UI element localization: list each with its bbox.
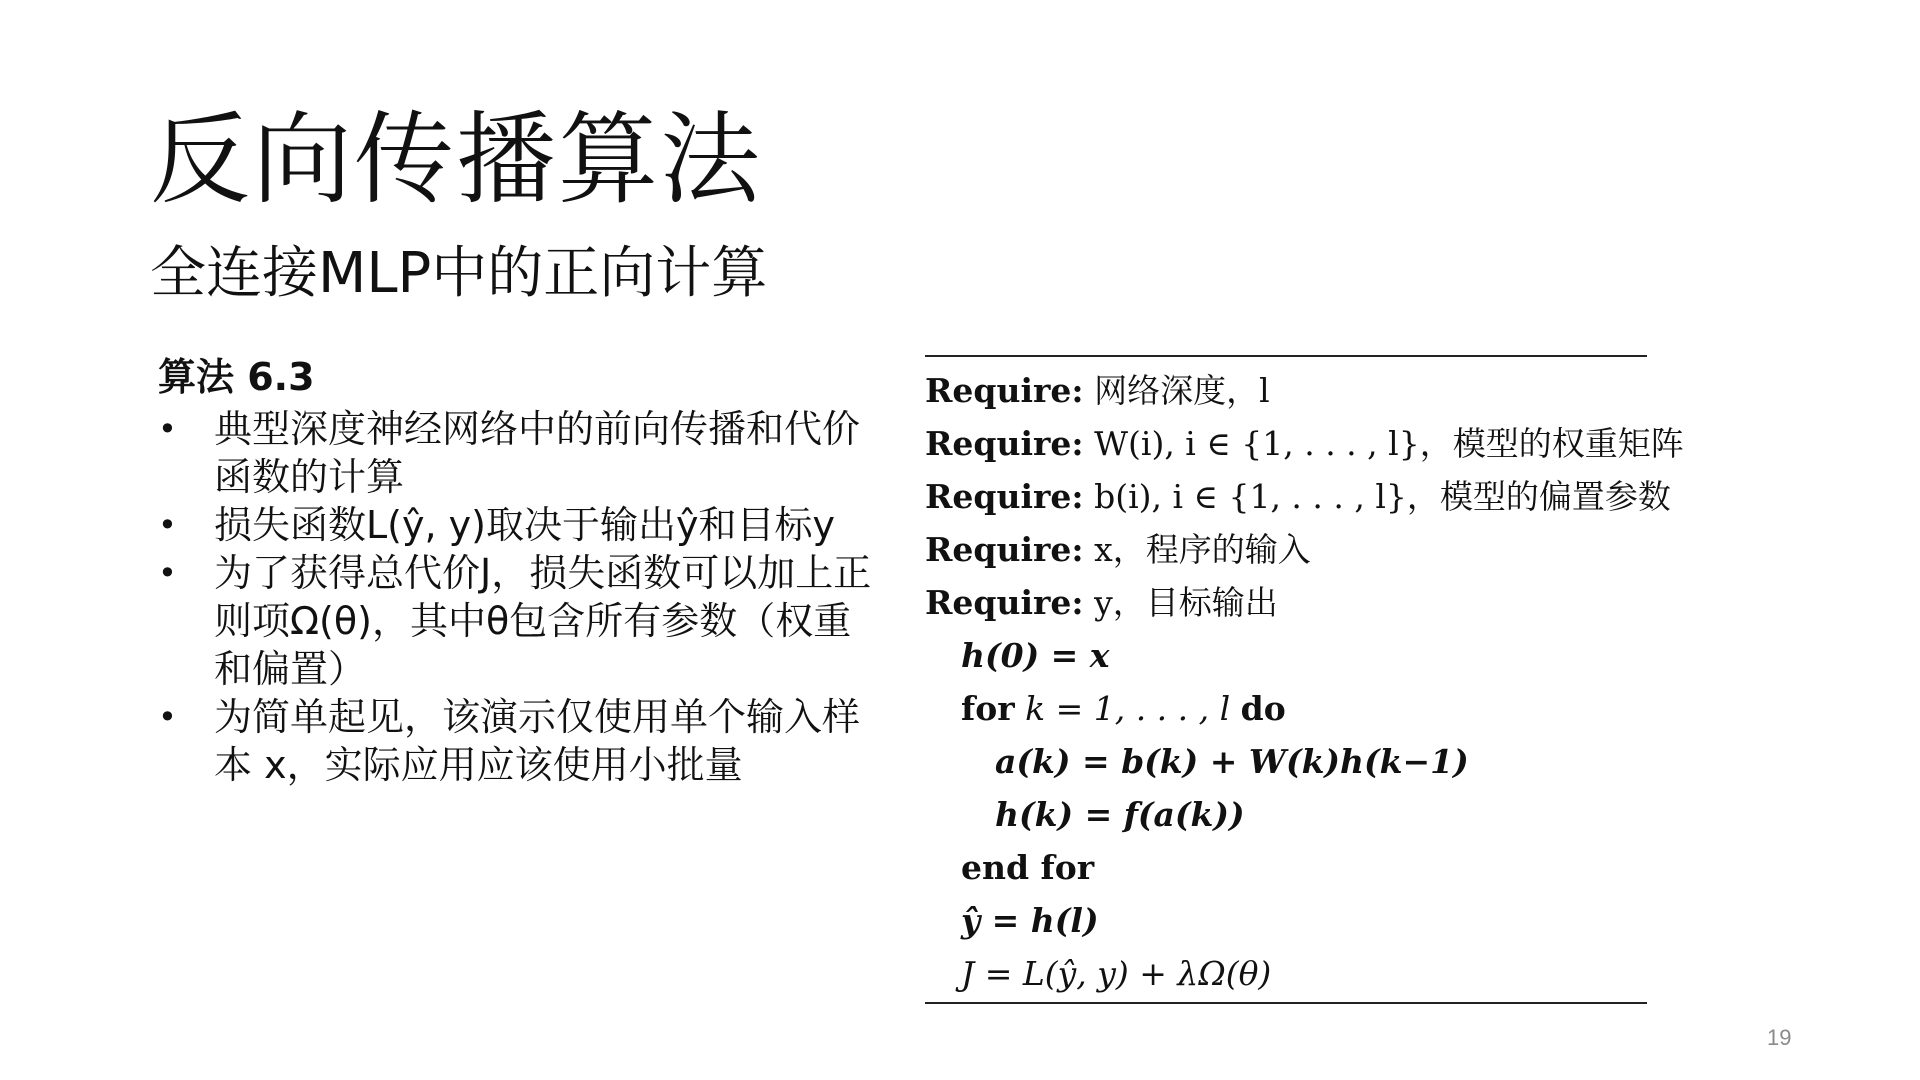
- algorithm-text: y，目标输出: [1094, 583, 1278, 622]
- bullet-item: [158, 549, 878, 693]
- algorithm-line: [925, 581, 1278, 625]
- slide-title: 反向传播算法: [150, 101, 762, 218]
- algorithm-line: [961, 634, 1109, 678]
- bullet-dot-icon: •: [158, 553, 177, 592]
- bullet-item: [158, 693, 878, 789]
- algorithm-line: [925, 475, 1671, 519]
- algorithm-keyword: Require:: [925, 371, 1084, 410]
- bullet-list: [158, 405, 878, 789]
- algorithm-line: [995, 740, 1469, 784]
- bullet-text: 为了获得总代价J，损失函数可以加上正则项Ω(θ)，其中θ包含所有参数（权重和偏置）: [214, 550, 872, 691]
- bullet-item: [158, 405, 878, 501]
- algorithm-line: [925, 422, 1684, 466]
- algorithm-box: [925, 355, 1684, 1004]
- bullet-text: 典型深度神经网络中的前向传播和代价函数的计算: [214, 406, 861, 499]
- algorithm-keyword: Require:: [925, 530, 1084, 569]
- algorithm-heading: 算法 6.3: [158, 355, 315, 399]
- slide-subtitle: 全连接MLP中的正向计算: [150, 241, 768, 306]
- bullet-text: 损失函数L(ŷ, y)取决于输出ŷ和目标y: [214, 502, 835, 547]
- algorithm-text: a(k) = b(k) + W(k)h(k−1): [995, 742, 1469, 781]
- algorithm-line: [961, 687, 1286, 731]
- algorithm-keyword: end for: [961, 848, 1095, 887]
- algorithm-keyword: for: [961, 689, 1015, 728]
- bullet-dot-icon: •: [158, 505, 177, 544]
- algorithm-line: [961, 846, 1094, 890]
- algorithm-text: h(0) = x: [961, 636, 1110, 675]
- algorithm-text: W(i), i ∈ {1, . . . , l}，模型的权重矩阵: [1094, 424, 1684, 463]
- algorithm-line: [925, 528, 1311, 572]
- algorithm-text: h(k) = f(a(k)): [995, 795, 1245, 834]
- algorithm-line: [961, 899, 1099, 943]
- algorithm-keyword: Require:: [925, 424, 1084, 463]
- bullet-item: [158, 501, 878, 549]
- algorithm-text: 网络深度，l: [1094, 371, 1270, 410]
- bullet-dot-icon: •: [158, 697, 177, 736]
- algorithm-text: x，程序的输入: [1094, 530, 1311, 569]
- algorithm-keyword-end: do: [1240, 689, 1286, 728]
- algorithm-line: [995, 793, 1245, 837]
- algorithm-text: b(i), i ∈ {1, . . . , l}，模型的偏置参数: [1094, 477, 1671, 516]
- algorithm-keyword: Require:: [925, 583, 1084, 622]
- algorithm-line: [925, 369, 1270, 413]
- bullet-section: [158, 355, 878, 789]
- algorithm-text: k = 1, . . . , l: [1025, 689, 1231, 728]
- algorithm-text: ŷ = h(l): [961, 901, 1099, 940]
- algorithm-text: J = L(ŷ, y) + λΩ(θ): [961, 954, 1272, 993]
- algorithm-line: [961, 952, 1271, 996]
- page-number: 19: [1767, 1025, 1792, 1050]
- algorithm-keyword: Require:: [925, 477, 1084, 516]
- bullet-text: 为简单起见，该演示仅使用单个输入样本 x，实际应用应该使用小批量: [214, 694, 861, 787]
- bullet-dot-icon: •: [158, 409, 177, 448]
